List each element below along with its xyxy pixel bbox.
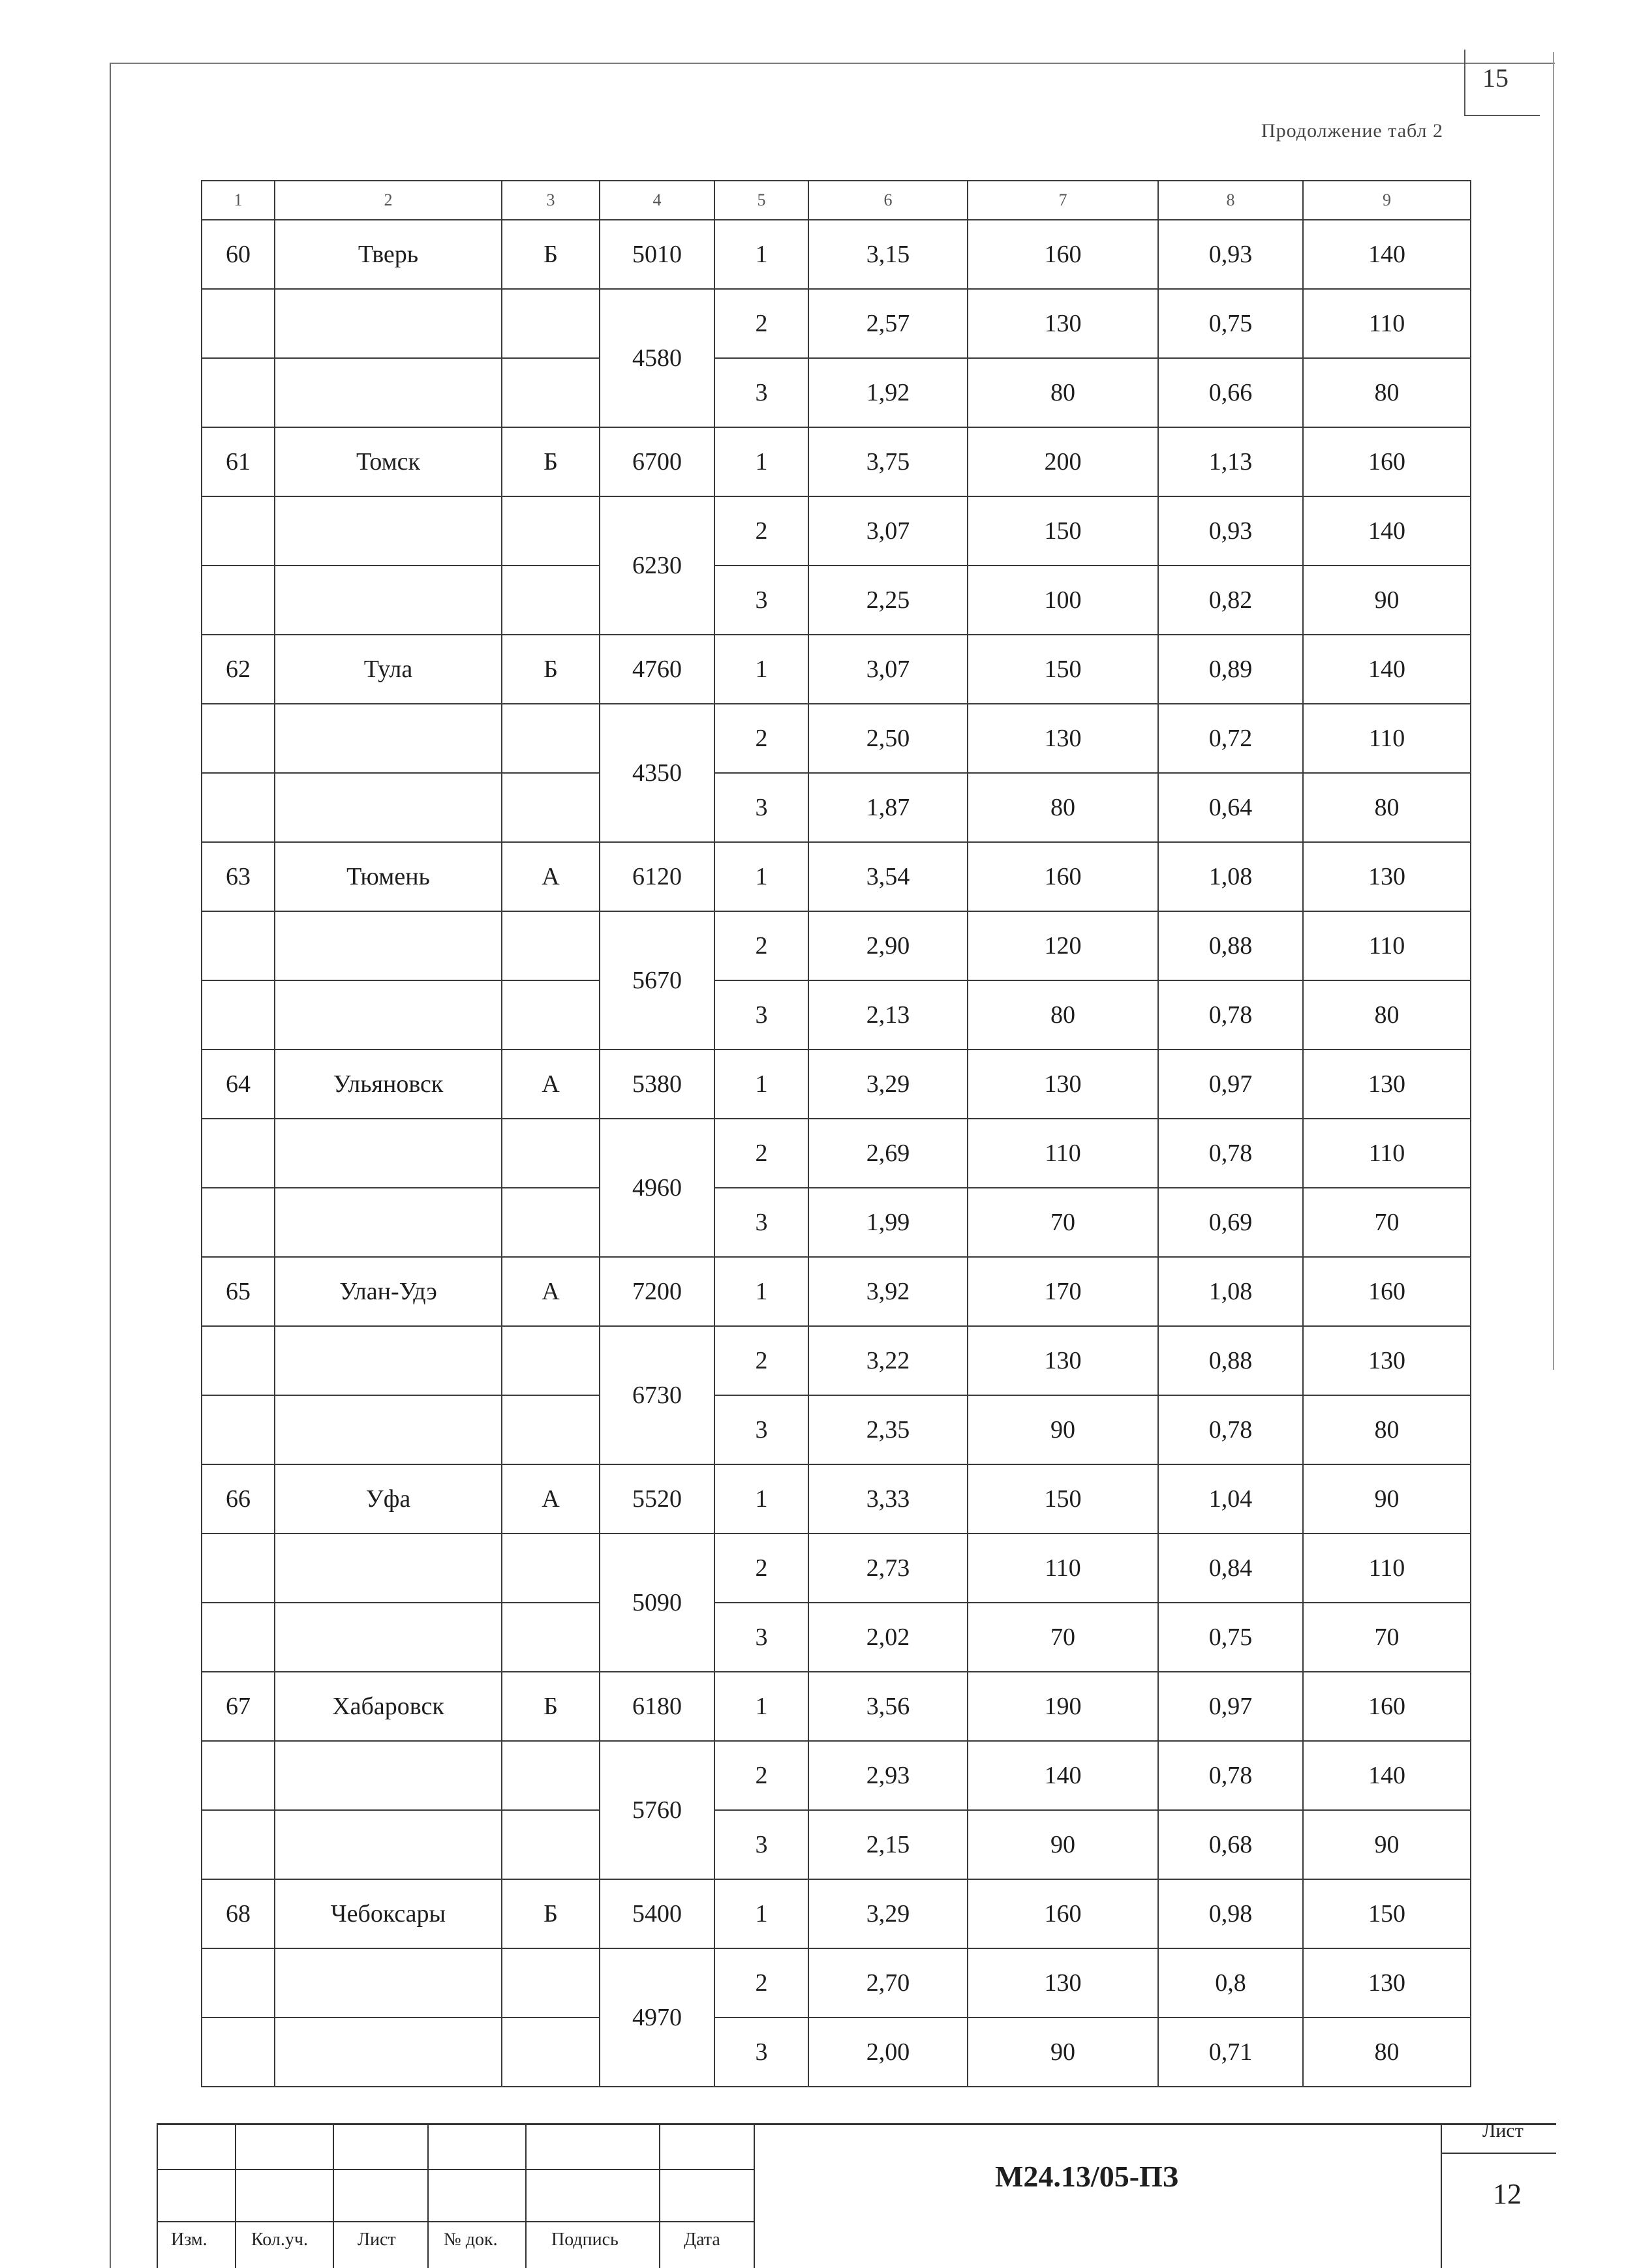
table-row — [202, 2018, 1471, 2087]
cell-col5: 1 — [714, 1050, 808, 1119]
title-block-top-line — [157, 2123, 1556, 2125]
cell-col5: 2 — [714, 1741, 808, 1810]
frame-top-border — [110, 63, 1555, 64]
cell-col9: 160 — [1303, 1257, 1471, 1326]
cell-col6: 1,99 — [808, 1188, 968, 1257]
cell-col7: 100 — [968, 566, 1158, 635]
cell-col8: 1,04 — [1158, 1464, 1303, 1534]
cell-col6: 2,35 — [808, 1395, 968, 1464]
column-number-header: 2 — [275, 181, 502, 220]
cell-col5: 1 — [714, 635, 808, 704]
category-empty — [502, 1326, 600, 1395]
title-block-row-line — [157, 2221, 754, 2222]
category-empty — [502, 1603, 600, 1672]
row-number: 61 — [202, 427, 275, 496]
category-empty — [502, 1741, 600, 1810]
city-name-empty — [275, 289, 502, 358]
column-number-header: 5 — [714, 181, 808, 220]
cell-col5: 1 — [714, 1879, 808, 1948]
column-number-header: 9 — [1303, 181, 1471, 220]
category: Б — [502, 1879, 600, 1948]
cell-col6: 3,07 — [808, 496, 968, 566]
column-number-header: 7 — [968, 181, 1158, 220]
city-name-empty — [275, 1948, 502, 2018]
cell-col9: 110 — [1303, 289, 1471, 358]
cell-col7: 130 — [968, 1050, 1158, 1119]
table-row — [202, 1326, 1471, 1395]
table-row — [202, 1534, 1471, 1603]
category-empty — [502, 704, 600, 773]
cell-col9: 90 — [1303, 566, 1471, 635]
cell-col9: 110 — [1303, 704, 1471, 773]
cell-col8: 0,75 — [1158, 1603, 1303, 1672]
cell-col6: 2,00 — [808, 2018, 968, 2087]
title-block-column-line — [427, 2123, 429, 2268]
cell-col9: 110 — [1303, 911, 1471, 980]
table-row — [202, 635, 1471, 704]
category-empty — [502, 1534, 600, 1603]
row-number-empty — [202, 911, 275, 980]
table-row — [202, 1464, 1471, 1534]
table-row — [202, 496, 1471, 566]
cell-col5: 3 — [714, 1810, 808, 1879]
category: А — [502, 1464, 600, 1534]
row-number: 66 — [202, 1464, 275, 1534]
value-col4: 5010 — [600, 220, 714, 289]
cell-col8: 0,88 — [1158, 911, 1303, 980]
row-number: 68 — [202, 1879, 275, 1948]
city-name-empty — [275, 1534, 502, 1603]
city-name-empty — [275, 980, 502, 1050]
row-number: 63 — [202, 842, 275, 911]
cell-col9: 140 — [1303, 1741, 1471, 1810]
cell-col5: 2 — [714, 1326, 808, 1395]
cell-col9: 110 — [1303, 1119, 1471, 1188]
category: А — [502, 1050, 600, 1119]
title-block-label: Изм. — [171, 2230, 207, 2250]
table-row — [202, 1050, 1471, 1119]
value-col4: 5670 — [600, 911, 714, 1050]
city-name-empty — [275, 773, 502, 842]
row-number-empty — [202, 1326, 275, 1395]
cell-col9: 110 — [1303, 1534, 1471, 1603]
city-name-empty — [275, 2018, 502, 2087]
category-empty — [502, 289, 600, 358]
cell-col6: 3,22 — [808, 1326, 968, 1395]
value-col4: 6120 — [600, 842, 714, 911]
cell-col7: 160 — [968, 1879, 1158, 1948]
row-number: 64 — [202, 1050, 275, 1119]
cell-col9: 160 — [1303, 1672, 1471, 1741]
cell-col9: 130 — [1303, 842, 1471, 911]
cell-col9: 140 — [1303, 635, 1471, 704]
row-number-empty — [202, 1810, 275, 1879]
cell-col6: 2,50 — [808, 704, 968, 773]
cell-col8: 0,97 — [1158, 1672, 1303, 1741]
city-name: Ульяновск — [275, 1050, 502, 1119]
table-row — [202, 358, 1471, 427]
row-number-empty — [202, 566, 275, 635]
cell-col7: 80 — [968, 980, 1158, 1050]
cell-col7: 190 — [968, 1672, 1158, 1741]
cell-col6: 3,56 — [808, 1672, 968, 1741]
title-block-column-line — [333, 2123, 334, 2268]
value-col4: 4760 — [600, 635, 714, 704]
row-number-empty — [202, 1534, 275, 1603]
data-table — [201, 180, 1471, 2087]
city-name-empty — [275, 496, 502, 566]
table-row — [202, 566, 1471, 635]
table-row — [202, 842, 1471, 911]
title-block-label: № док. — [444, 2230, 498, 2250]
column-number-header: 1 — [202, 181, 275, 220]
category-empty — [502, 1119, 600, 1188]
cell-col5: 1 — [714, 427, 808, 496]
cell-col5: 3 — [714, 2018, 808, 2087]
row-number-empty — [202, 704, 275, 773]
cell-col6: 3,07 — [808, 635, 968, 704]
city-name: Хабаровск — [275, 1672, 502, 1741]
cell-col7: 130 — [968, 1948, 1158, 2018]
cell-col5: 1 — [714, 1672, 808, 1741]
cell-col6: 2,70 — [808, 1948, 968, 2018]
cell-col8: 0,84 — [1158, 1534, 1303, 1603]
cell-col7: 80 — [968, 773, 1158, 842]
value-col4: 5090 — [600, 1534, 714, 1672]
cell-col9: 70 — [1303, 1188, 1471, 1257]
column-number-header: 6 — [808, 181, 968, 220]
cell-col9: 70 — [1303, 1603, 1471, 1672]
sheet-cell-line — [1441, 2153, 1556, 2154]
title-block-column-line — [1441, 2123, 1442, 2268]
cell-col6: 3,54 — [808, 842, 968, 911]
cell-col6: 3,33 — [808, 1464, 968, 1534]
value-col4: 6180 — [600, 1672, 714, 1741]
row-number-empty — [202, 1948, 275, 2018]
category: Б — [502, 427, 600, 496]
cell-col8: 0,93 — [1158, 220, 1303, 289]
cell-col6: 2,73 — [808, 1534, 968, 1603]
cell-col6: 1,87 — [808, 773, 968, 842]
row-number-empty — [202, 358, 275, 427]
table-row — [202, 911, 1471, 980]
category: А — [502, 842, 600, 911]
cell-col8: 1,13 — [1158, 427, 1303, 496]
row-number-empty — [202, 1395, 275, 1464]
title-block-column-line — [157, 2123, 158, 2268]
frame-left-border — [110, 63, 111, 2268]
value-col4: 4960 — [600, 1119, 714, 1257]
cell-col6: 2,69 — [808, 1119, 968, 1188]
value-col4: 4350 — [600, 704, 714, 842]
value-col4: 5760 — [600, 1741, 714, 1879]
cell-col8: 0,69 — [1158, 1188, 1303, 1257]
cell-col6: 3,75 — [808, 427, 968, 496]
document-code: М24.13/05-ПЗ — [995, 2160, 1179, 2193]
cell-col7: 70 — [968, 1603, 1158, 1672]
cell-col7: 160 — [968, 220, 1158, 289]
cell-col8: 0,93 — [1158, 496, 1303, 566]
city-name: Тюмень — [275, 842, 502, 911]
category-empty — [502, 2018, 600, 2087]
cell-col8: 0,78 — [1158, 1741, 1303, 1810]
value-col4: 5520 — [600, 1464, 714, 1534]
cell-col5: 1 — [714, 842, 808, 911]
cell-col5: 2 — [714, 1948, 808, 2018]
table-row — [202, 220, 1471, 289]
cell-col7: 200 — [968, 427, 1158, 496]
cell-col6: 3,29 — [808, 1050, 968, 1119]
cell-col8: 0,89 — [1158, 635, 1303, 704]
cell-col8: 0,68 — [1158, 1810, 1303, 1879]
city-name: Тула — [275, 635, 502, 704]
value-col4: 5400 — [600, 1879, 714, 1948]
category-empty — [502, 1948, 600, 2018]
category-empty — [502, 1188, 600, 1257]
cell-col9: 130 — [1303, 1948, 1471, 2018]
column-number-header: 3 — [502, 181, 600, 220]
city-name: Уфа — [275, 1464, 502, 1534]
cell-col7: 90 — [968, 2018, 1158, 2087]
table-row — [202, 1257, 1471, 1326]
cell-col8: 0,71 — [1158, 2018, 1303, 2087]
title-block-row-line — [157, 2169, 754, 2170]
table-continuation-caption: Продолжение табл 2 — [1261, 120, 1443, 142]
value-col4: 7200 — [600, 1257, 714, 1326]
row-number: 60 — [202, 220, 275, 289]
cell-col5: 3 — [714, 1188, 808, 1257]
cell-col5: 2 — [714, 289, 808, 358]
cell-col6: 2,02 — [808, 1603, 968, 1672]
cell-col5: 2 — [714, 911, 808, 980]
category-empty — [502, 496, 600, 566]
table-row — [202, 1119, 1471, 1188]
city-name-empty — [275, 1326, 502, 1395]
value-col4: 4970 — [600, 1948, 714, 2087]
title-block-label: Лист — [358, 2230, 396, 2250]
category: Б — [502, 635, 600, 704]
city-name-empty — [275, 704, 502, 773]
cell-col6: 2,13 — [808, 980, 968, 1050]
cell-col7: 150 — [968, 496, 1158, 566]
row-number: 65 — [202, 1257, 275, 1326]
cell-col8: 0,66 — [1158, 358, 1303, 427]
city-name: Чебоксары — [275, 1879, 502, 1948]
cell-col6: 2,25 — [808, 566, 968, 635]
cell-col7: 80 — [968, 358, 1158, 427]
cell-col9: 160 — [1303, 427, 1471, 496]
cell-col6: 3,15 — [808, 220, 968, 289]
row-number-empty — [202, 496, 275, 566]
cell-col6: 2,57 — [808, 289, 968, 358]
cell-col8: 1,08 — [1158, 1257, 1303, 1326]
cell-col9: 140 — [1303, 496, 1471, 566]
value-col4: 6700 — [600, 427, 714, 496]
city-name-empty — [275, 911, 502, 980]
title-block-column-line — [754, 2123, 755, 2268]
row-number-empty — [202, 2018, 275, 2087]
table-row — [202, 773, 1471, 842]
table-row — [202, 1810, 1471, 1879]
cell-col7: 130 — [968, 289, 1158, 358]
cell-col7: 70 — [968, 1188, 1158, 1257]
cell-col9: 90 — [1303, 1810, 1471, 1879]
table-row — [202, 1395, 1471, 1464]
cell-col5: 1 — [714, 220, 808, 289]
value-col4: 6230 — [600, 496, 714, 635]
cell-col8: 0,75 — [1158, 289, 1303, 358]
category-empty — [502, 911, 600, 980]
cell-col5: 1 — [714, 1464, 808, 1534]
category-empty — [502, 358, 600, 427]
cell-col7: 140 — [968, 1741, 1158, 1810]
cell-col9: 80 — [1303, 1395, 1471, 1464]
cell-col8: 0,78 — [1158, 980, 1303, 1050]
cell-col7: 120 — [968, 911, 1158, 980]
cell-col7: 150 — [968, 635, 1158, 704]
cell-col7: 110 — [968, 1119, 1158, 1188]
cell-col8: 0,8 — [1158, 1948, 1303, 2018]
category-empty — [502, 1395, 600, 1464]
cell-col7: 90 — [968, 1810, 1158, 1879]
sheet-number: 12 — [1493, 2178, 1522, 2210]
table-row — [202, 1672, 1471, 1741]
cell-col9: 80 — [1303, 773, 1471, 842]
table-header-row — [202, 181, 1471, 220]
cell-col7: 160 — [968, 842, 1158, 911]
category-empty — [502, 773, 600, 842]
column-number-header: 8 — [1158, 181, 1303, 220]
cell-col5: 2 — [714, 1119, 808, 1188]
cell-col8: 0,78 — [1158, 1119, 1303, 1188]
cell-col5: 3 — [714, 1603, 808, 1672]
row-number-empty — [202, 773, 275, 842]
cell-col9: 80 — [1303, 2018, 1471, 2087]
title-block-column-line — [235, 2123, 236, 2268]
cell-col8: 0,88 — [1158, 1326, 1303, 1395]
row-number-empty — [202, 980, 275, 1050]
city-name-empty — [275, 1119, 502, 1188]
category-empty — [502, 1810, 600, 1879]
cell-col6: 3,92 — [808, 1257, 968, 1326]
value-col4: 5380 — [600, 1050, 714, 1119]
cell-col7: 110 — [968, 1534, 1158, 1603]
city-name-empty — [275, 358, 502, 427]
row-number-empty — [202, 1741, 275, 1810]
row-number: 62 — [202, 635, 275, 704]
table-row — [202, 704, 1471, 773]
cell-col9: 80 — [1303, 358, 1471, 427]
title-block-label: Кол.уч. — [251, 2230, 308, 2250]
sheet-label: Лист — [1482, 2120, 1524, 2141]
city-name-empty — [275, 1810, 502, 1879]
value-col4: 4580 — [600, 289, 714, 427]
cell-col8: 0,72 — [1158, 704, 1303, 773]
city-name-empty — [275, 1603, 502, 1672]
row-number: 67 — [202, 1672, 275, 1741]
category: А — [502, 1257, 600, 1326]
page-number: 15 — [1482, 63, 1509, 93]
cell-col5: 1 — [714, 1257, 808, 1326]
cell-col9: 80 — [1303, 980, 1471, 1050]
city-name-empty — [275, 1188, 502, 1257]
row-number-empty — [202, 1119, 275, 1188]
cell-col9: 150 — [1303, 1879, 1471, 1948]
table-row — [202, 1603, 1471, 1672]
cell-col9: 90 — [1303, 1464, 1471, 1534]
cell-col6: 2,93 — [808, 1741, 968, 1810]
frame-right-border — [1553, 52, 1554, 1370]
table-row — [202, 289, 1471, 358]
title-block-column-line — [659, 2123, 660, 2268]
cell-col6: 2,90 — [808, 911, 968, 980]
cell-col6: 1,92 — [808, 358, 968, 427]
city-name-empty — [275, 1741, 502, 1810]
title-block-label: Подпись — [551, 2230, 619, 2250]
table-row — [202, 1879, 1471, 1948]
city-name-empty — [275, 1395, 502, 1464]
value-col4: 6730 — [600, 1326, 714, 1464]
cell-col7: 170 — [968, 1257, 1158, 1326]
city-name: Тверь — [275, 220, 502, 289]
cell-col7: 130 — [968, 1326, 1158, 1395]
column-number-header: 4 — [600, 181, 714, 220]
cell-col5: 3 — [714, 980, 808, 1050]
cell-col9: 130 — [1303, 1050, 1471, 1119]
row-number-empty — [202, 289, 275, 358]
table-row — [202, 1948, 1471, 2018]
cell-col5: 2 — [714, 704, 808, 773]
category-empty — [502, 980, 600, 1050]
cell-col5: 3 — [714, 1395, 808, 1464]
cell-col9: 130 — [1303, 1326, 1471, 1395]
cell-col6: 3,29 — [808, 1879, 968, 1948]
row-number-empty — [202, 1188, 275, 1257]
table-row — [202, 427, 1471, 496]
cell-col8: 0,97 — [1158, 1050, 1303, 1119]
city-name: Томск — [275, 427, 502, 496]
category: Б — [502, 220, 600, 289]
cell-col5: 2 — [714, 496, 808, 566]
cell-col9: 140 — [1303, 220, 1471, 289]
cell-col8: 0,64 — [1158, 773, 1303, 842]
city-name: Улан-Удэ — [275, 1257, 502, 1326]
cell-col5: 3 — [714, 566, 808, 635]
city-name-empty — [275, 566, 502, 635]
cell-col8: 0,82 — [1158, 566, 1303, 635]
cell-col7: 150 — [968, 1464, 1158, 1534]
title-block-column-line — [525, 2123, 527, 2268]
cell-col5: 2 — [714, 1534, 808, 1603]
cell-col7: 130 — [968, 704, 1158, 773]
table-row — [202, 1741, 1471, 1810]
cell-col8: 1,08 — [1158, 842, 1303, 911]
row-number-empty — [202, 1603, 275, 1672]
title-block-label: Дата — [684, 2230, 720, 2250]
cell-col8: 0,78 — [1158, 1395, 1303, 1464]
cell-col6: 2,15 — [808, 1810, 968, 1879]
cell-col7: 90 — [968, 1395, 1158, 1464]
table-row — [202, 1188, 1471, 1257]
cell-col5: 3 — [714, 358, 808, 427]
cell-col8: 0,98 — [1158, 1879, 1303, 1948]
table-row — [202, 980, 1471, 1050]
category: Б — [502, 1672, 600, 1741]
cell-col5: 3 — [714, 773, 808, 842]
category-empty — [502, 566, 600, 635]
